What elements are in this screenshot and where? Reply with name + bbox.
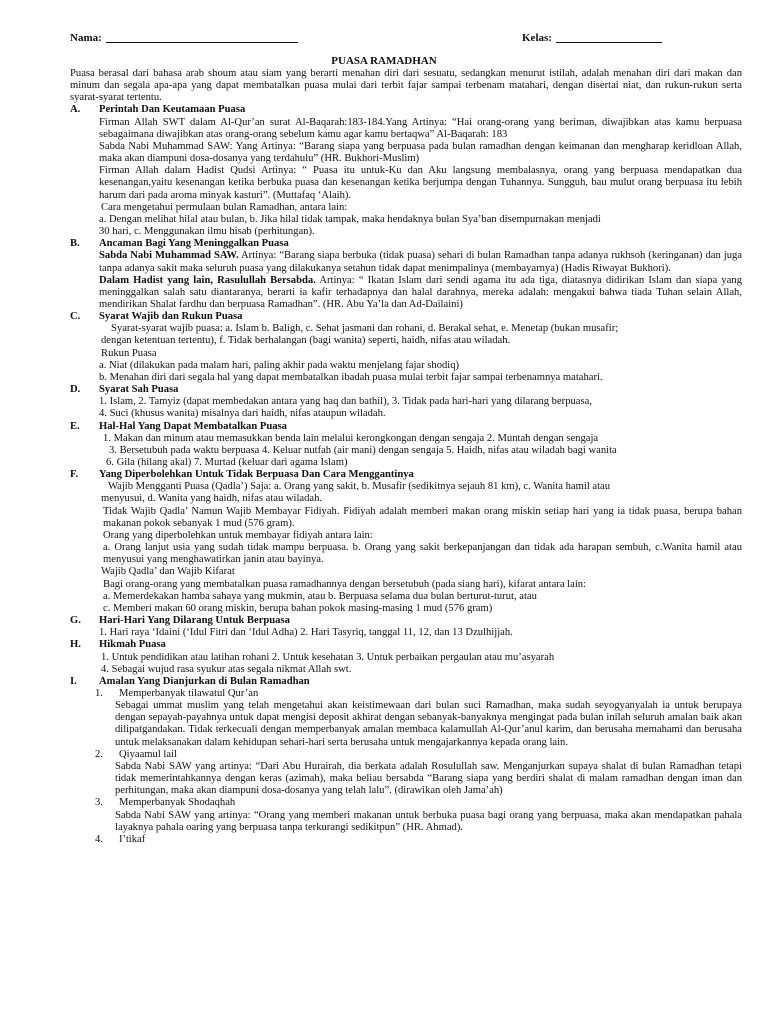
section-title: Yang Diperbolehkan Untuk Tidak Berpuasa Dan Cara Menggantinya — [99, 469, 414, 481]
class-blank-line[interactable] — [556, 31, 662, 43]
fidiyah-eligible-list: a. Orang lanjut usia yang sudah tidak mampu berpuasa. b. Orang yang sakit berkepanjangan dan tidak ada harapan sembuh, c.Wanita hamil atau menyusui yang menghawatirkan janin atau bayinya. — [103, 542, 742, 566]
recommended-deed-text: Sabda Nabi SAW yang artinya: “Dari Abu Hurairah, dia berkata adalah Rosulullah saw. Menganjurkan supaya shalat di bulan Ramadhan tetapi tidak memerintahkannya dengan keras (azimah), maka beliau bersabda “Barang siapa yang berdiri shalat di malam ramadhan dengan iman dan perhitungan, maka akan diampuni dosa-dosanya yang telah lalu”. (dirawikan oleh Jama’ah) — [115, 760, 742, 797]
item-title: Memperbanyak tilawatul Qur’an — [119, 687, 259, 699]
section-d-heading — [70, 384, 742, 396]
wisdom-list: 1. Untuk pendidikan atau latihan rohani 2. Untuk kesehatan 3. Untuk perbaikan pergaulan atau mu’asyarah — [101, 651, 555, 663]
recommended-deed-text: Sabda Nabi SAW yang artinya: “Orang yang memberi makanan untuk berbuka puasa bagi orang yang berpuasa, maka akan mendapatkan pahala layaknya pahala oaring yang berpuasa tanpa terkurangi sedikitpun” (HR. Ahmad). — [115, 809, 742, 833]
section-title: Hari-Hari Yang Dilarang Untuk Berpuasa — [99, 615, 290, 627]
threat-hadith-2 — [70, 275, 742, 311]
section-letter: C. — [70, 311, 81, 323]
pillar-a: a. Niat (dilakukan pada malam hari, paling akhir pada waktu menjelang fajar shodiq) — [99, 359, 460, 371]
class-field[interactable] — [522, 31, 662, 44]
item-number: 3. — [95, 797, 103, 809]
section-g-heading — [70, 615, 742, 627]
kifarat-intro: Bagi orang-orang yang membatalkan puasa ramadhannya dengan bersetubuh (pada siang hari), kifarat antara lain: — [103, 578, 586, 590]
qadla-only: Wajib Mengganti Puasa (Qadla’) Saja: a. Orang yang sakit, b. Musafir (sedikitnya sejauh 81 km), c. Wanita hamil atau — [108, 481, 611, 493]
name-blank-line[interactable] — [106, 31, 298, 43]
validity-conditions-cont: 4. Suci (khusus wanita) misalnya dari haidh, nifas ataupun wiladah. — [99, 408, 386, 420]
recommended-deed-heading — [70, 834, 742, 846]
class-label: Kelas: — [522, 32, 552, 44]
section-title: Perintah Dan Keutamaan Puasa — [99, 104, 246, 116]
hadith-text: Artinya: “Barang siapa berbuka (tidak puasa) sehari di bulan Ramadhan tanpa adanya rukhsoh (keringanan) dan juga tanpa adanya sakit maka seluruh puasa yang dilakukanya setahun tidak dapat menimpalinya (membayarnya) (Hadis Riwayat Bukhori). — [99, 250, 742, 274]
section-b-heading — [70, 238, 742, 250]
pillars-heading: Rukun Puasa — [101, 347, 157, 359]
hadith-quote: Sabda Nabi Muhammad SAW: Yang Artinya: “Barang siapa yang berpuasa pada bulan ramadhan dengan keimanan dan mengharap keridloan Allah, maka akan diampuni dosa-dosanya yang terdahulu” (HR. Bukhori-Muslim) — [99, 140, 742, 165]
item-title: I’tikaf — [119, 833, 146, 845]
section-title: Syarat Wajib dan Rukun Puasa — [99, 311, 243, 323]
recommended-deed-heading — [70, 749, 742, 761]
qadla-only-cont: menyusui, d. Wanita yang haidh, nifas atau wiladah. — [101, 493, 323, 505]
document-body — [70, 68, 742, 846]
source-label: Dalam Hadist yang lain, Rasulullah Bersabda. — [99, 274, 316, 286]
intro-paragraph: Puasa berasal dari bahasa arab shoum atau siam yang berarti menahan diri dari sesuatu, sedangkan menurut istilah, adalah menahan diri dari makan dan minum dan segala apa-apa yang dapat membatalkan puasa mulai dari terbit fajar sampai terbenam matahari, dengan disertai niat, dan rukun-rukun serta syarat-syarat tertentu. — [70, 68, 742, 104]
hadith-text: Artinya: “ Ikatan Islam dari sendi agama itu ada tiga, diatasnya didirikan Islam dan siapa yang meninggalkan salah satu diantaranya, berarti ia kafir terhadapnya dan halal darahnya, mereka adalah: mengakui bahwa tiada Tuhan selain Allah, mendirikan Shalat fardhu dan berpuasa Ramadhan”. (HR. Abu Ya’la dan Ad-Dailaini) — [99, 274, 742, 310]
invalidators-line-3: 6. Gila (hilang akal) 7. Murtad (keluar dari agama Islam) — [106, 457, 348, 468]
section-letter: I. — [70, 675, 77, 687]
ramadhan-start-methods-cont: 30 hari, c. Menggunakan ilmu hisab (perhitungan). — [99, 226, 315, 238]
page-title: PUASA RAMADHAN — [331, 55, 437, 67]
kifarat-heading: Wajib Qadla’ dan Wajib Kifarat — [101, 566, 235, 578]
kifarat-option-c: c. Memberi makan 60 orang miskin, berupa bahan pokok masing-masing 1 mud (576 gram) — [103, 602, 493, 614]
threat-hadith-1 — [70, 250, 742, 274]
name-label: Nama: — [70, 32, 102, 44]
invalidators-line-2: 3. Bersetubuh pada waktu berpuasa 4. Keluar nutfah (air mani) dengan sengaja 5. Haidh, nifas atau wiladah bagi wanita — [109, 444, 617, 456]
section-title: Hal-Hal Yang Dapat Membatalkan Puasa — [99, 420, 287, 432]
kifarat-options: a. Memerdekakan hamba sahaya yang mukmin, atau b. Berpuasa selama dua bulan berturut-turut, atau — [103, 590, 537, 602]
section-c-heading — [70, 311, 742, 323]
section-letter: H. — [70, 639, 81, 651]
section-letter: D. — [70, 384, 81, 396]
section-h-heading — [70, 639, 742, 651]
ramadhan-start-intro: Cara mengetahui permulaan bulan Ramadhan, antara lain: — [101, 201, 348, 213]
section-letter: G. — [70, 615, 81, 627]
item-number: 4. — [95, 833, 103, 845]
invalidators-line-1: 1. Makan dan minum atau memasukkan benda lain melalui kerongkongan dengan sengaja 2. Muntah dengan sengaja — [103, 432, 599, 444]
fidiyah-description: Tidak Wajib Qadla’ Namun Wajib Membayar Fidiyah. Fidiyah adalah memberi makan orang miskin setiap hari yang ia tidak puasa, berupa bahan makanan pokok sebanyak 1 mud (576 gram). — [103, 505, 742, 529]
section-e-heading — [70, 421, 742, 433]
hadith-qudsi-quote: Firman Allah dalam Hadist Qudsi Artinya: “ Puasa itu untuk-Ku dan Aku langsung membalasnya, orang yang berpuasa mendapatkan dua kesenangan,yaitu kesenangan ketika berbuka puasa dan kesenangan ketika berjumpa dengan Tuhannya. Sungguh, bau mulut orang berpuasa itu lebih harum dari pada aroma minyak kasturi”. (Muttafaq ‘Alaih). — [99, 165, 742, 201]
obligation-conditions: Syarat-syarat wajib puasa: a. Islam b. Baligh, c. Sehat jasmani dan rohani, d. Berakal sehat, e. Menetap (bukan musafir; — [111, 323, 619, 335]
section-title: Amalan Yang Dianjurkan di Bulan Ramadhan — [99, 675, 310, 687]
fidiyah-eligible-intro: Orang yang diperbolehkan untuk membayar fidiyah antara lain: — [103, 529, 373, 541]
item-number: 2. — [95, 748, 103, 760]
recommended-deed-heading — [70, 688, 742, 700]
ramadhan-start-methods: a. Dengan melihat hilal atau bulan, b. Jika hilal tidak tampak, maka hendaknya bulan Sya’ban disempurnakan menjadi — [99, 213, 601, 225]
obligation-conditions-cont: dengan ketentuan tertentu), f. Tidak berhalangan (bagi wanita) seperti, haidh, nifas atau wiladah. — [101, 335, 511, 347]
section-title: Ancaman Bagi Yang Meninggalkan Puasa — [99, 238, 289, 250]
section-title: Syarat Sah Puasa — [99, 384, 179, 396]
pillar-b: b. Menahan diri dari segala hal yang dapat membatalkan ibadah puasa mulai terbit fajar sampai terbenamnya matahari. — [99, 371, 603, 383]
forbidden-days: 1. Hari raya ‘Idaini (‘Idul Fitri dan ‘Idul Adha) 2. Hari Tasyriq, tanggal 11, 12, dan 13 Dzulhijjah. — [99, 627, 513, 639]
recommended-deed-text: Sebagai ummat muslim yang telah mengetahui akan keistimewaan dari bulan suci Ramadhan, maka sudah seyogyanyalah ia untuk berupaya dengan sepayah-payahnya untuk dapat mengisi deposit akhirat dengan sebanyak-banyaknya mengingat pada bulan inilah seluruh amalan baik akan dilipatgandakan. Tidak terkecuali dengan memperbanyak amalan membaca kalamullah Al-Qur’anul karim, dan berusaha memahami dan berusaha untuk melaksanakan dalam kehidupan sehari-hari serta berusaha untuk mengajarkannya kepada orang lain. — [115, 700, 742, 748]
name-field[interactable] — [70, 31, 298, 44]
section-f-heading — [70, 469, 742, 481]
section-letter: A. — [70, 104, 81, 116]
section-a-heading — [70, 104, 742, 116]
section-letter: E. — [70, 420, 80, 432]
section-title: Hikmah Puasa — [99, 639, 166, 651]
source-label: Sabda Nabi Muhammad SAW. — [99, 250, 239, 262]
section-letter: F. — [70, 469, 79, 481]
item-title: Memperbanyak Shodaqhah — [119, 797, 236, 809]
quran-quote: Firman Allah SWT dalam Al-Qur’an surat Al-Baqarah:183-184.Yang Artinya: “Hai orang-orang yang beriman, diwajibkan atas kamu berpuasa sebagaimana diwajibkan atas orang-orang sebelum kamu agar kamu bertaqwa” Al-Baqarah: 183 — [99, 116, 742, 140]
validity-conditions: 1. Islam, 2. Tamyiz (dapat membedakan antara yang haq dan bathil), 3. Tidak pada hari-hari yang dilarang berpuasa, — [99, 396, 592, 408]
wisdom-list-cont: 4. Sebagai wujud rasa syukur atas segala nikmat Allah swt. — [101, 663, 352, 675]
recommended-deed-heading — [70, 797, 742, 809]
item-title: Qiyaamul lail — [119, 748, 177, 760]
section-i-heading — [70, 676, 742, 688]
section-letter: B. — [70, 238, 80, 250]
item-number: 1. — [95, 687, 103, 699]
